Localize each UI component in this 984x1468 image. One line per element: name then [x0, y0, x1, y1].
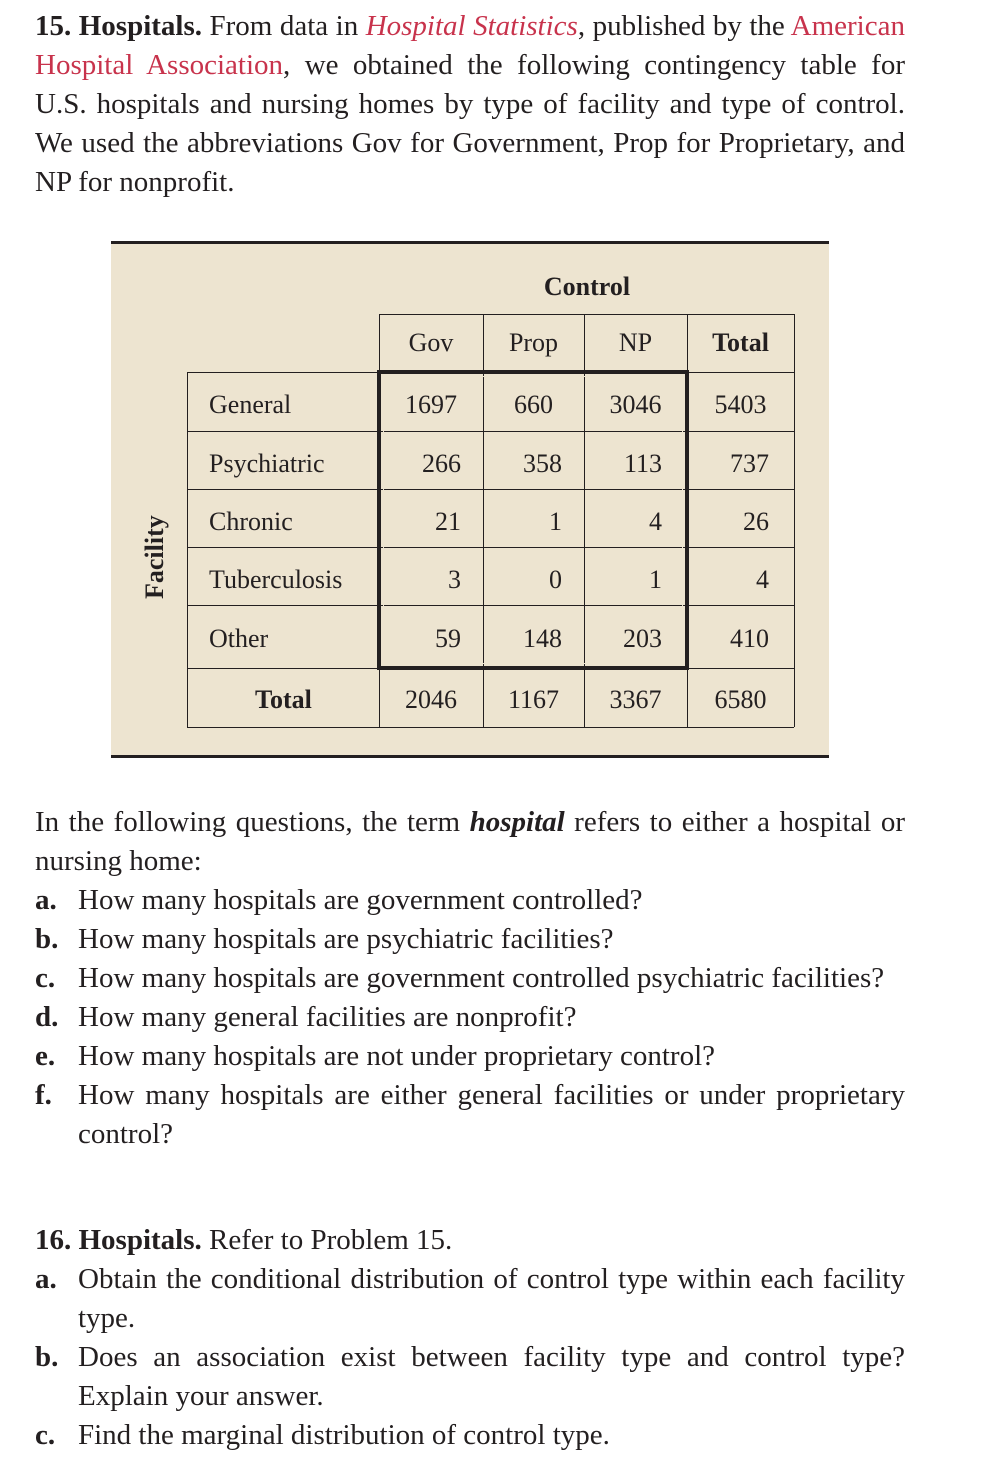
problem-16-text: Refer to Problem 15. [201, 1224, 453, 1256]
row-label-psychiatric: Psychiatric [209, 449, 325, 478]
table-cell: 1 [549, 507, 562, 536]
problem-15-number: 15. [35, 10, 72, 42]
problem-16-questions [35, 1260, 905, 1455]
question-item [35, 1416, 905, 1455]
table-cell: 358 [523, 449, 562, 478]
problem-15-text-2: , published by the [577, 10, 791, 42]
table-cell: 266 [422, 449, 461, 478]
row-label-general: General [209, 390, 292, 419]
problem-15-text-3: , we obtained the following contingency table for U.S. hospitals and nursing homes by type of facility and type of control. We used the abbreviations Gov for Government, Prop for Proprietary, and NP for nonprofit. [35, 49, 905, 198]
col-header-gov: Gov [408, 328, 454, 357]
col-header-np: NP [618, 328, 653, 357]
question-item [35, 920, 905, 959]
question-text: How many hospitals are not under proprietary control? [78, 1040, 716, 1072]
question-label: f. [35, 1079, 52, 1111]
source-link[interactable]: Hospital Statistics [365, 10, 578, 42]
question-label: e. [35, 1040, 56, 1072]
table-cell: 2046 [405, 685, 457, 714]
question-item [35, 959, 905, 998]
table-cell: 59 [435, 624, 461, 653]
table-cell: 3 [448, 565, 461, 594]
intro-text-2: refers to either a hospital or nursing home: [35, 806, 905, 877]
row-label-other: Other [209, 624, 269, 653]
table-cell: 737 [730, 449, 769, 478]
row-label-tuberculosis: Tuberculosis [209, 565, 343, 594]
control-header: Control [543, 272, 631, 301]
table-cell: 3046 [609, 390, 662, 419]
table-cell: 0 [549, 565, 562, 594]
table-cell: 148 [523, 624, 562, 653]
publisher-link[interactable]: American Hospital Association [35, 10, 905, 81]
question-text: Obtain the conditional distribution of control type within each facility type. [78, 1263, 905, 1334]
table-cell: 1697 [405, 390, 457, 419]
question-label: a. [35, 884, 57, 916]
col-header-total: Total [712, 328, 769, 357]
problem-15-text-1: From data in [202, 10, 366, 42]
table-cell: 4 [756, 565, 769, 594]
intro-text-1: In the following questions, the term [35, 806, 470, 838]
table-cell: 21 [435, 507, 461, 536]
grid-line [187, 727, 794, 728]
table-cell: 3367 [609, 685, 662, 714]
problem-16-number: 16. [35, 1224, 72, 1256]
question-label: c. [35, 1419, 56, 1451]
table-cell: 660 [514, 390, 553, 419]
grid-line [379, 314, 794, 315]
intro-term: hospital [469, 806, 565, 838]
question-item [35, 1076, 905, 1154]
table-cell: 26 [743, 507, 769, 536]
question-text: How many hospitals are either general facilities or under proprietary control? [78, 1079, 905, 1150]
contingency-table-panel [111, 241, 829, 758]
facility-header: Facility [140, 515, 169, 599]
table-cell: 410 [730, 624, 769, 653]
problem-16-statement [35, 1221, 452, 1260]
problem-15-title: Hospitals. [78, 10, 203, 42]
row-label-total: Total [255, 685, 312, 714]
problem-15-questions [35, 881, 905, 1154]
row-label-chronic: Chronic [209, 507, 293, 536]
table-cell: 4 [649, 507, 662, 536]
question-item [35, 881, 905, 920]
col-header-prop: Prop [508, 328, 559, 357]
grid-line [187, 372, 188, 727]
table-cell: 6580 [714, 685, 767, 714]
question-text: How many general facilities are nonprofit? [78, 1001, 577, 1033]
table-cell: 113 [623, 449, 662, 478]
question-text: How many hospitals are psychiatric facilities? [78, 923, 614, 955]
question-item [35, 998, 905, 1037]
table-cell: 1 [649, 565, 662, 594]
problem-15-statement [35, 7, 905, 202]
problem-16-title: Hospitals. [78, 1224, 202, 1256]
question-label: c. [35, 962, 56, 994]
question-label: d. [35, 1001, 59, 1033]
question-text: Does an association exist between facility type and control type? Explain your answer. [78, 1341, 905, 1412]
table-cell: 203 [623, 624, 662, 653]
questions-intro [35, 803, 905, 881]
table-cell: 5403 [714, 390, 767, 419]
table-cell: 1167 [507, 685, 560, 714]
question-label: b. [35, 1341, 59, 1373]
question-item [35, 1260, 905, 1338]
question-text: How many hospitals are government controlled psychiatric facilities? [78, 962, 885, 994]
question-item [35, 1338, 905, 1416]
question-text: Find the marginal distribution of control type. [78, 1419, 610, 1451]
question-label: a. [35, 1263, 57, 1295]
question-item [35, 1037, 905, 1076]
question-text: How many hospitals are government controlled? [78, 884, 643, 916]
question-label: b. [35, 923, 59, 955]
grid-line [794, 314, 795, 727]
